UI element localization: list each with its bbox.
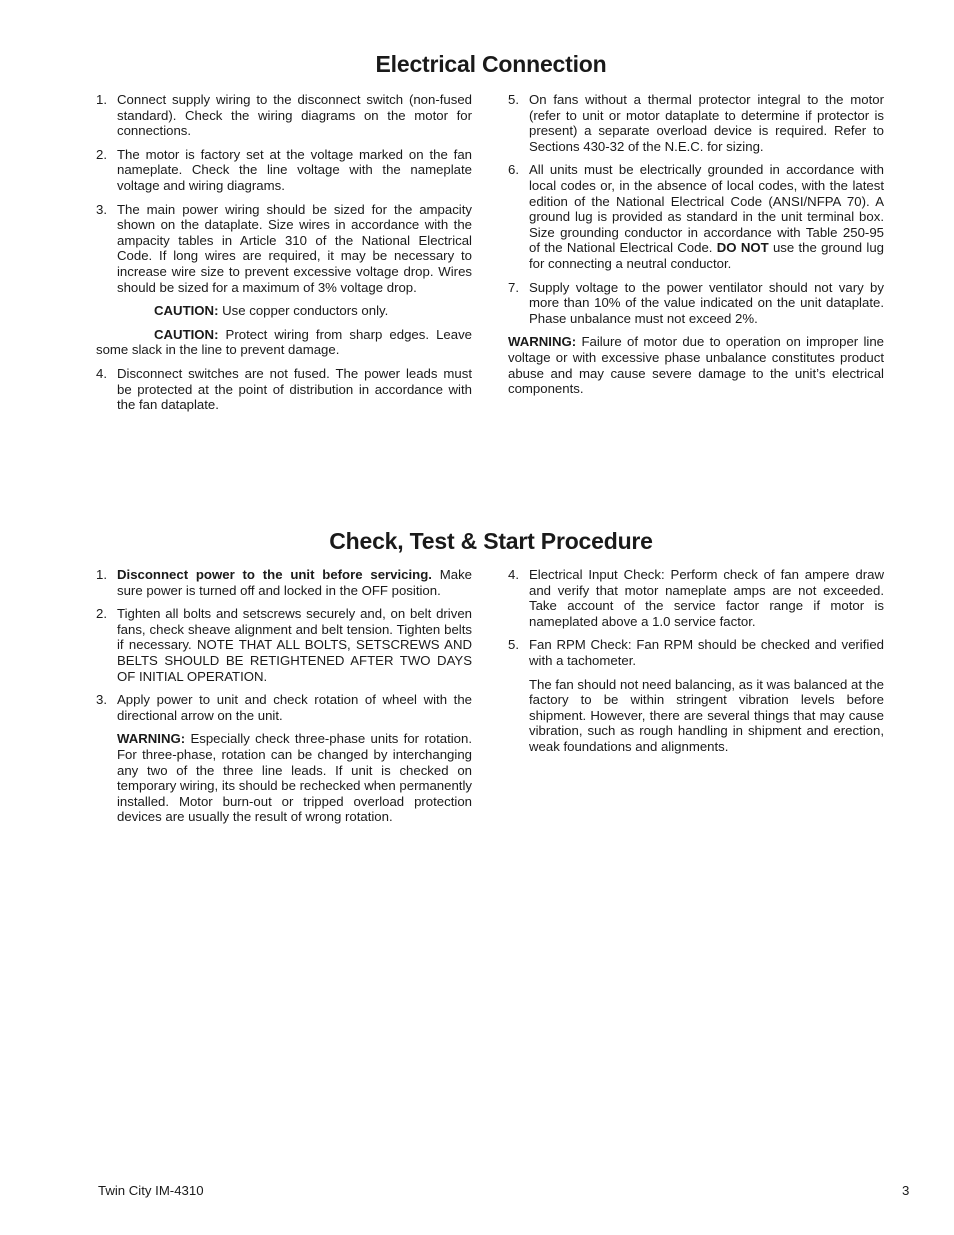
caution-text: Use copper conductors only. — [222, 303, 389, 319]
list-item — [96, 606, 472, 684]
warning-note — [117, 731, 472, 825]
list-item — [508, 280, 884, 327]
electrical-column-right — [508, 92, 884, 405]
item-text: Fan RPM Check: Fan RPM should be checked and verified with a tachometer. — [529, 637, 884, 668]
item-number: 1. — [96, 567, 107, 582]
warning-text: Especially check three-phase units for rotation. For three-phase, rotation can be changed by interchanging any two of the three line leads. If unit is checked on temporary wiring, its should be rechecked when permanently installed. Motor burn-out or tripped overload protection devices are usually the result of wrong rotation. — [117, 731, 472, 825]
item-emphasis: Disconnect power to the unit before servicing. — [117, 567, 432, 582]
item-number: 4. — [96, 365, 107, 381]
item-text: Tighten all bolts and setscrews securely and, on belt driven fans, check sheave alignment and belt tension. Tighten belts if necessary. NOTE THAT ALL BOLTS, SETSCREWS AND BELTS SHOULD BE RETIGHTENED AFTER TWO DAYS OF INITIAL OPERATION. — [117, 606, 472, 684]
procedure-column-left — [96, 567, 472, 833]
item-text: Disconnect switches are not fused. The power leads must be protected at the point of distribution in accordance with the fan dataplate. — [117, 365, 472, 413]
section-title-electrical-connection: Electrical Connection — [375, 51, 607, 77]
item-number: 5. — [508, 92, 519, 107]
caution-label: CAUTION: — [154, 303, 219, 319]
warning-label: WARNING: — [508, 334, 577, 350]
item-emphasis: DO NOT — [716, 240, 769, 256]
list-item — [508, 162, 884, 271]
balancing-note: The fan should not need balancing, as it was balanced at the factory to be within stringent vibration levels before shipment. However, there are several things that may cause vibration, such as rough handling in shipment and erection, weak foundations and alignments. — [529, 676, 884, 754]
caution-note — [96, 303, 472, 319]
list-item — [96, 202, 472, 296]
page-number: 3 — [902, 1183, 910, 1198]
list-item — [508, 567, 884, 629]
item-number: 7. — [508, 279, 519, 295]
item-text: Electrical Input Check: Perform check of fan ampere draw and verify that motor nameplate amps are not exceeded. Take account of the service factor range if motor is nameplated above a 1.0 service factor. — [529, 567, 884, 629]
item-number: 2. — [96, 146, 107, 162]
item-number: 3. — [96, 201, 107, 217]
list-item — [96, 567, 472, 598]
item-text: Make sure power is turned off and locked in the OFF position. — [117, 567, 472, 598]
item-text: Supply voltage to the power ventilator should not vary by more than 10% of the value indicated on the unit dataplate. Phase unbalance must not exceed 2%. — [529, 279, 884, 326]
item-number: 6. — [508, 162, 519, 178]
caution-label: CAUTION: — [154, 326, 219, 342]
caution-text: Protect wiring from sharp edges. Leave some slack in the line to prevent damage. — [96, 326, 472, 358]
electrical-column-left — [96, 92, 472, 421]
warning-label: WARNING: — [117, 731, 186, 747]
warning-note — [508, 334, 884, 396]
section-title-check-test-start: Check, Test & Start Procedure — [329, 528, 653, 554]
item-text: All units must be electrically grounded in accordance with local codes or, in the absence of local codes, with the latest edition of the National Electrical Code (ANSI/NFPA 70). A ground lug is provided as standard in the unit terminal box. Size grounding conductor in accordance with Table 250-95 of the National Electrical Code. — [529, 162, 884, 256]
item-text: Apply power to unit and check rotation of wheel with the directional arrow on the unit. — [117, 692, 472, 723]
item-number: 1. — [96, 92, 107, 107]
footer-document-id: Twin City IM-4310 — [98, 1183, 204, 1198]
procedure-column-right — [508, 567, 884, 763]
list-item — [508, 92, 884, 154]
item-text: The motor is factory set at the voltage marked on the fan nameplate. Check the line voltage with the nameplate voltage and wiring diagrams. — [117, 146, 472, 193]
item-text: use the ground lug for connecting a neutral conductor. — [529, 240, 884, 271]
item-text: The main power wiring should be sized for the ampacity shown on the dataplate. Size wires in accordance with the ampacity tables in Article 310 of the National Electrical Code. If long wires are required, it may be necessary to increase wire size to prevent excessive voltage drop. Wires should be sized for a maximum of 3% voltage drop. — [117, 201, 472, 295]
caution-note — [96, 327, 472, 358]
item-number: 3. — [96, 692, 107, 708]
item-text: Connect supply wiring to the disconnect switch (non-fused standard). Check the wiring diagrams on the motor for connections. — [117, 92, 472, 139]
list-item — [96, 366, 472, 413]
list-item — [96, 92, 472, 139]
item-number: 2. — [96, 606, 107, 622]
list-item — [96, 147, 472, 194]
warning-text: Failure of motor due to operation on improper line voltage or with excessive phase unbalance constitutes product abuse and may cause severe damage to the unit’s electrical components. — [508, 334, 884, 397]
list-item — [508, 637, 884, 754]
item-number: 5. — [508, 637, 519, 653]
item-text: On fans without a thermal protector integral to the motor (refer to unit or motor dataplate to determine if protector is present) a separate overload device is required. Refer to Sections 430-32 of the N.E.C. for sizing. — [529, 92, 884, 154]
item-number: 4. — [508, 567, 519, 582]
list-item — [96, 692, 472, 825]
